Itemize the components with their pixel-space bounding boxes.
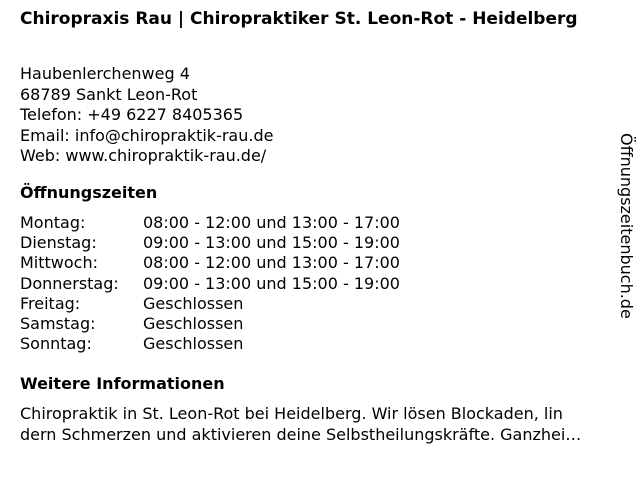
hours-row-monday [20, 213, 400, 233]
day-label: Montag: [20, 213, 86, 232]
website-address: Web: www.chiropraktik-rau.de/ [20, 146, 267, 165]
street-address: Haubenlerchenweg 4 [20, 64, 190, 83]
time-value: Geschlossen [143, 293, 244, 313]
opening-hours-list [20, 213, 400, 354]
time-value: 08:00 - 12:00 und 13:00 - 17:00 [143, 213, 400, 232]
hours-row-friday [20, 294, 400, 314]
description-line: dern Schmerzen und aktivieren deine Selbstheilungskräfte. Ganzhei… [20, 425, 582, 444]
hours-row-saturday [20, 314, 400, 334]
site-brand-label: Öffnungszeitenbuch.de [617, 133, 636, 319]
day-label: Sonntag: [20, 334, 92, 354]
day-label: Mittwoch: [20, 253, 98, 273]
time-value: 09:00 - 13:00 und 15:00 - 19:00 [143, 273, 400, 293]
time-value: 09:00 - 13:00 und 15:00 - 19:00 [143, 233, 400, 253]
day-label: Freitag: [20, 293, 81, 313]
day-label: Dienstag: [20, 233, 97, 253]
time-value: Geschlossen [143, 334, 244, 354]
hours-row-tuesday [20, 233, 400, 253]
contact-block [20, 64, 273, 167]
description-line: Chiropraktik in St. Leon-Rot bei Heidelberg. Wir lösen Blockaden, lin [20, 404, 563, 423]
day-label: Samstag: [20, 314, 96, 334]
time-value: Geschlossen [143, 314, 244, 334]
phone-number: Telefon: +49 6227 8405365 [20, 105, 244, 124]
city-address: 68789 Sankt Leon-Rot [20, 84, 198, 104]
info-heading: Weitere Informationen [20, 374, 225, 393]
hours-row-thursday [20, 274, 400, 294]
email-address: Email: info@chiropraktik-rau.de [20, 125, 274, 145]
hours-heading: Öffnungszeiten [20, 183, 158, 202]
hours-row-sunday [20, 334, 400, 354]
business-description [20, 403, 620, 445]
day-label: Donnerstag: [20, 273, 119, 293]
hours-row-wednesday [20, 253, 400, 273]
time-value: 08:00 - 12:00 und 13:00 - 17:00 [143, 253, 400, 273]
business-title: Chiropraxis Rau | Chiropraktiker St. Leon-Rot - Heidelberg [20, 9, 578, 29]
